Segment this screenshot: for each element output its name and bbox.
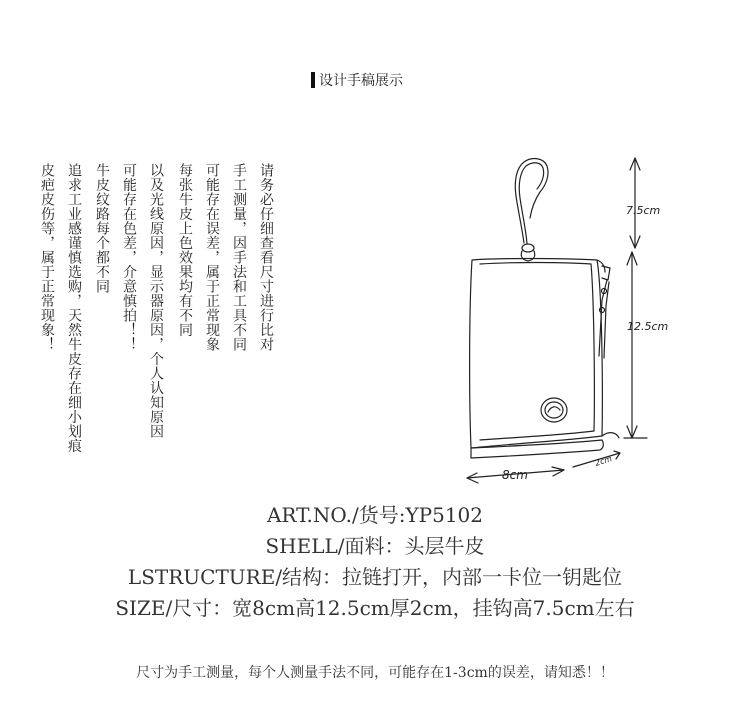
title-marker [311,72,315,88]
notice-column-8: 追求工业感谨慎选购，天然牛皮存在细小划痕 [66,163,82,453]
notice-column-6: 可能存在色差，介意慎拍！！ [121,163,137,352]
body-height-label: 12.5cm [627,320,669,333]
size: SIZE/尺寸：宽8cm高12.5cm厚2cm，挂钩高7.5cm左右 [115,596,635,620]
shell-material: SHELL/面料：头层牛皮 [265,534,485,558]
thickness-label: 2cm [593,454,614,468]
notice-column-5: 以及光线原因，显示器原因，个人认知原因 [148,163,164,439]
notice-column-1: 请务必仔细查看尺寸进行比对 [258,163,274,352]
product-specs [0,500,750,624]
notice-column-2: 手工测量，因手法和工具不同 [231,163,247,352]
structure: LSTRUCTURE/结构：拉链打开，内部一卡位一钥匙位 [127,565,623,589]
notice-column-7: 牛皮纹路每个都不同 [94,163,110,294]
section-title [311,71,403,89]
section-title-text: 设计手稿展示 [319,73,403,89]
width-label: 8cm [502,468,528,482]
notice-column-9: 皮疤皮伤等，属于正常现象！ [39,163,55,352]
design-sketch [452,148,682,488]
measurement-footnote: 尺寸为手工测量，每个人测量手法不同，可能存在1-3cm的误差，请知悉！！ [136,665,614,681]
notice-column-3: 可能存在误差，属于正常现象 [204,163,220,352]
art-number: ART.NO./货号:YP5102 [266,503,484,527]
notice-column-4: 每张牛皮上色效果均有不同 [177,163,193,337]
hook-height-label: 7.5cm [626,204,661,217]
